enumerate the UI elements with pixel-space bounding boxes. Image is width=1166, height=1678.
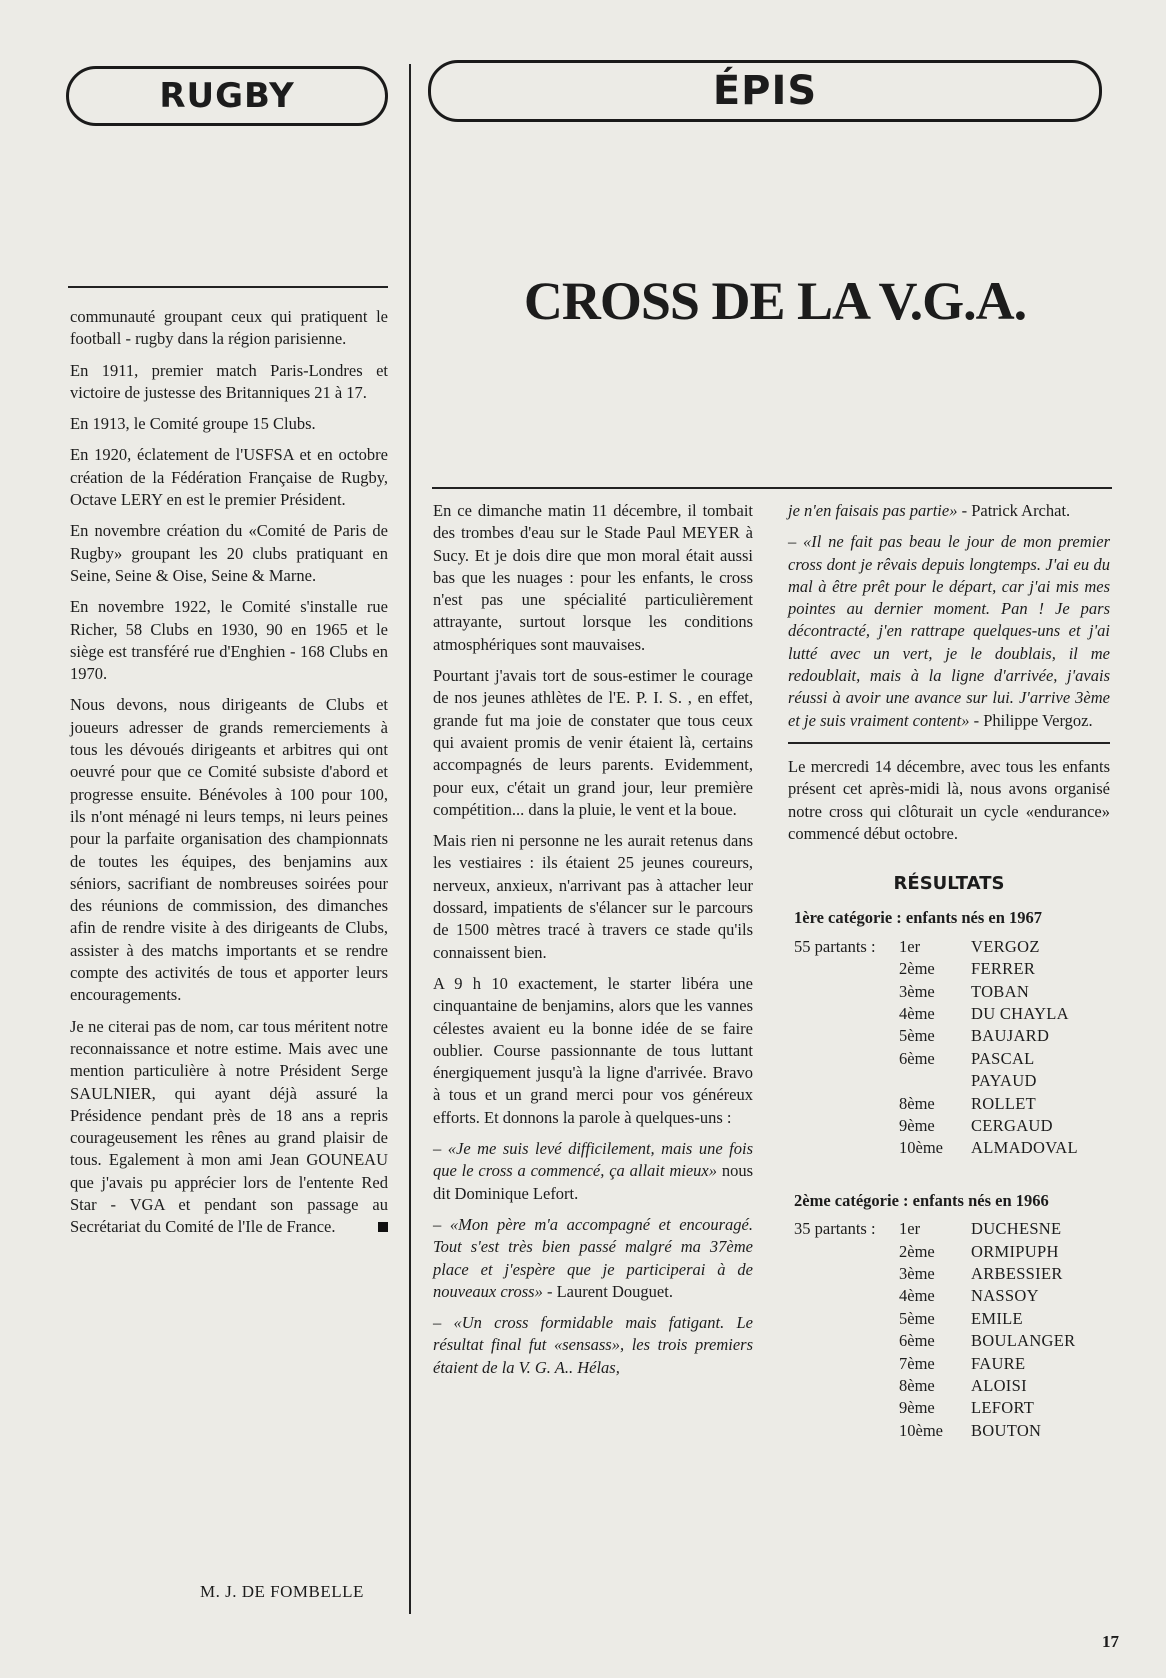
rugby-paragraph: communauté groupant ceux qui pratiquent le football - rugby dans la région parisienne. bbox=[70, 307, 388, 349]
epis-label: ÉPIS bbox=[712, 68, 818, 114]
result-row bbox=[788, 1308, 1110, 1330]
rugby-paragraph: En 1911, premier match Paris-Londres et victoire de justesse des Britanniques 21 à 17. bbox=[70, 360, 388, 402]
result-row bbox=[788, 1025, 1110, 1047]
partants-label bbox=[788, 1330, 899, 1352]
result-place: 2ème bbox=[899, 1241, 935, 1261]
result-place: 8ème bbox=[899, 1375, 935, 1395]
article-paragraph: Le mercredi 14 décembre, avec tous les enfants présent cet après-midi là, nous avons organisé notre cross qui clôturait un cycle «endurance» commencé début octobre. bbox=[788, 756, 1110, 843]
partants-label bbox=[788, 1048, 899, 1070]
article-title: CROSS DE LA V.G.A. bbox=[523, 271, 1027, 331]
quote-attribution: - Philippe Vergoz. bbox=[969, 710, 1093, 730]
result-row bbox=[788, 1353, 1110, 1375]
result-place: 5ème bbox=[899, 1308, 935, 1328]
result-place: 4ème bbox=[899, 1003, 935, 1023]
result-row bbox=[788, 1048, 1110, 1070]
rugby-paragraph: En 1920, éclatement de l'USFSA et en octobre création de la Fédération Française de Rugby, Octave LERY en est le premier Président. bbox=[70, 445, 388, 510]
result-name: BAUJARD bbox=[971, 1026, 1050, 1046]
result-row bbox=[788, 1241, 1110, 1263]
result-name: EMILE bbox=[971, 1308, 1023, 1328]
result-name: LEFORT bbox=[971, 1398, 1035, 1418]
result-place: 1er bbox=[899, 936, 921, 956]
partants-label bbox=[788, 1263, 899, 1285]
result-name: FAURE bbox=[971, 1353, 1026, 1373]
result-name: ALMADOVAL bbox=[971, 1138, 1078, 1158]
result-name: FERRER bbox=[971, 959, 1036, 979]
article-paragraph: A 9 h 10 exactement, le starter libéra une cinquantaine de benjamins, alors que les vannes célestes avaient eu la bonne idée de se faire oublier. Course passionnante de tous luttant énergiquement jusqu'à la ligne d'arrivée. Bravo à tous et un grand merci pour vos généreux efforts. Et donnons la parole à quelques-uns : bbox=[433, 973, 753, 1127]
cross-article-right bbox=[788, 500, 1110, 1442]
result-name: ROLLET bbox=[971, 1093, 1037, 1113]
rugby-paragraph-last bbox=[70, 1016, 388, 1239]
result-row bbox=[788, 936, 1110, 958]
quote-paragraph bbox=[788, 531, 1110, 732]
rugby-article bbox=[70, 306, 388, 1248]
result-row bbox=[788, 1070, 1110, 1092]
quote-attribution: - Laurent Douguet. bbox=[542, 1281, 673, 1301]
rugby-paragraph: En novembre 1922, le Comité s'installe rue Richer, 58 Clubs en 1930, 90 en 1965 et le siège est transféré rue d'Enghien - 168 Clubs en 1970. bbox=[70, 597, 388, 684]
quote-text: je n'en faisais pas partie» bbox=[788, 501, 958, 520]
category-1-heading: 1ère catégorie : enfants nés en 1967 bbox=[794, 908, 1043, 928]
partants-label bbox=[788, 981, 899, 1003]
result-place: 1er bbox=[899, 1219, 921, 1239]
quote-paragraph bbox=[433, 1214, 753, 1303]
result-place: 10ème bbox=[899, 1138, 943, 1158]
result-place: 4ème bbox=[899, 1286, 935, 1306]
quote-attribution: - Patrick Archat. bbox=[957, 501, 1071, 520]
result-place: 9ème bbox=[899, 1398, 935, 1418]
result-name: CERGAUD bbox=[971, 1116, 1053, 1135]
result-place: 7ème bbox=[899, 1353, 935, 1373]
quote-text: – «Il ne fait pas beau le jour de mon premier cross dont je rêvais depuis longtemps. J'ai eu du mal à être prêt pour le départ, car j'ai mis mes pointes au dernier moment. Pan ! Je pars décontracté, j'en rattrape quelques-uns et j'ai lutté avec un vert, je le doublais, il me redoublait, mais à la ligne d'arrivée, j'avais réussi à avoir une avance sur lui. J'arrive 3ème et je suis vraiment content» bbox=[788, 532, 1110, 730]
result-place: 8ème bbox=[899, 1093, 935, 1113]
quote-text: – «Je me suis levé difficilement, mais une fois que le cross a commencé, ça allait mieux» bbox=[433, 1139, 753, 1181]
result-place: 9ème bbox=[899, 1116, 935, 1135]
result-name: ALOISI bbox=[971, 1375, 1027, 1395]
result-name: PASCAL bbox=[971, 1048, 1035, 1068]
rugby-label: RUGBY bbox=[159, 76, 295, 116]
result-row bbox=[788, 1093, 1110, 1115]
result-row bbox=[788, 1375, 1110, 1397]
category-2-results bbox=[788, 1218, 1110, 1442]
result-name: DUCHESNE bbox=[971, 1219, 1062, 1239]
result-place: 6ème bbox=[899, 1331, 935, 1351]
rugby-paragraph: En 1913, le Comité groupe 15 Clubs. bbox=[70, 414, 316, 434]
rugby-paragraph: Nous devons, nous dirigeants de Clubs et joueurs adresser de grands remerciements à tous les dévoués dirigeants et arbitres qui ont oeuvré pour que ce Comité subsiste d'abord et progresse ensuite. Bénévoles à 100 pour 100, ils n'ont ménagé ni leurs temps, ni leurs peines pour la parfaite organisation des championnats de toutes les équipes, des benjamins aux séniors, sacrifiant de nombreuses soirées pour des réunions de commission, des dimanches afin de rendre visite à des dirigeants de Clubs, assister à des matchs importants et se rendre compte des activités de tous et apporter leurs encouragements. bbox=[70, 695, 388, 1005]
result-name: DU CHAYLA bbox=[971, 1003, 1069, 1023]
partants-label bbox=[788, 1285, 899, 1307]
partants-label bbox=[788, 1093, 899, 1115]
partants-label: 55 partants : bbox=[794, 936, 876, 956]
section-header-epis bbox=[428, 60, 1102, 122]
quote-paragraph bbox=[788, 500, 1110, 522]
result-name: PAYAUD bbox=[971, 1071, 1037, 1091]
result-name: VERGOZ bbox=[971, 936, 1040, 956]
partants-label bbox=[788, 1241, 899, 1263]
result-place: 2ème bbox=[899, 959, 935, 979]
result-row bbox=[788, 1263, 1110, 1285]
partants-label bbox=[788, 958, 899, 980]
result-row bbox=[788, 1330, 1110, 1352]
article-top-rule bbox=[432, 487, 1112, 489]
result-name: NASSOY bbox=[971, 1286, 1039, 1306]
quote-text: – «Mon père m'a accompagné et encouragé. Tout s'est très bien passé malgré ma 37ème place et j'espère que je participerai à de nouveaux cross» bbox=[433, 1214, 753, 1301]
page-number: 17 bbox=[1102, 1632, 1119, 1651]
end-of-article-mark bbox=[378, 1222, 388, 1232]
article-paragraph: En ce dimanche matin 11 décembre, il tombait des trombes d'eau sur le Stade Paul MEYER à Sucy. Et je dois dire que mon moral était aussi bas que les nuages : pour les enfants, le cross n'est pas une spécialité particulièrement attrayante, surtout lorsque les conditions atmosphériques sont mauvaises. bbox=[433, 501, 753, 654]
result-place: 3ème bbox=[899, 981, 935, 1001]
article-paragraph: Mais rien ni personne ne les aurait retenus dans les vestiaires : ils étaient 25 jeunes coureurs, nerveux, anxieux, n'arrivant pas à attacher leur dossard, impatients de s'élancer sur le parcours de 1500 mètres tracé à travers ce stade qu'ils connaissent bien. bbox=[433, 831, 753, 962]
left-top-rule bbox=[68, 286, 388, 288]
result-place: 6ème bbox=[899, 1048, 935, 1068]
result-row bbox=[788, 1218, 1110, 1240]
partants-label bbox=[788, 1397, 899, 1419]
quote-paragraph bbox=[433, 1312, 753, 1379]
category-2-heading: 2ème catégorie : enfants nés en 1966 bbox=[794, 1190, 1049, 1210]
partants-label bbox=[788, 1308, 899, 1330]
result-row bbox=[788, 1397, 1110, 1419]
article-paragraph: Pourtant j'avais tort de sous-estimer le courage de nos jeunes athlètes de l'E. P. I. S. , en effet, grande fut ma joie de constater que tous ceux qui avaient promis de venir étaient là, certains accompagnés de leurs parents. Evidemment, pour eux, c'était un grand jour, leur première compétition... dans la pluie, le vent et la boue. bbox=[433, 666, 753, 819]
result-name: BOULANGER bbox=[971, 1331, 1076, 1351]
result-row bbox=[788, 1003, 1110, 1025]
cross-article-middle bbox=[433, 500, 753, 1388]
result-name: TOBAN bbox=[971, 981, 1030, 1001]
partants-label bbox=[788, 1353, 899, 1375]
partants-label bbox=[788, 1070, 899, 1092]
partants-label bbox=[788, 1375, 899, 1397]
results-heading: RÉSULTATS bbox=[893, 873, 1005, 895]
partants-label bbox=[788, 1115, 899, 1137]
quote-paragraph bbox=[433, 1138, 753, 1205]
partants-label bbox=[788, 1137, 899, 1159]
result-place: 5ème bbox=[899, 1026, 935, 1046]
result-row bbox=[788, 1137, 1110, 1159]
result-place: 10ème bbox=[899, 1420, 943, 1440]
result-name: ORMIPUPH bbox=[971, 1241, 1059, 1261]
result-row bbox=[788, 958, 1110, 980]
result-name: BOUTON bbox=[971, 1420, 1042, 1440]
partants-label: 35 partants : bbox=[794, 1219, 876, 1239]
rugby-signature: M. J. DE FOMBELLE bbox=[200, 1582, 364, 1601]
result-place: 3ème bbox=[899, 1263, 935, 1283]
result-row bbox=[788, 1420, 1110, 1442]
result-place bbox=[899, 1070, 971, 1092]
category-1-results bbox=[788, 936, 1110, 1160]
result-row bbox=[788, 981, 1110, 1003]
quote-text: – «Un cross formidable mais fatigant. Le résultat final fut «sensass», les trois premiers étaient de la V. G. A.. Hélas, bbox=[433, 1313, 753, 1377]
result-row bbox=[788, 1285, 1110, 1307]
result-name: ARBESSIER bbox=[971, 1263, 1063, 1283]
result-row bbox=[788, 1115, 1110, 1137]
quote-attribution: nous dit Dominique Lefort. bbox=[433, 1161, 754, 1203]
column-divider bbox=[409, 64, 411, 1614]
right-column-rule bbox=[788, 742, 1110, 744]
section-header-rugby bbox=[66, 66, 388, 126]
partants-label bbox=[788, 1025, 899, 1047]
rugby-paragraph: En novembre création du «Comité de Paris de Rugby» groupant les 20 clubs pratiquant en Seine, Seine & Oise, Seine & Marne. bbox=[70, 521, 388, 585]
partants-label bbox=[788, 1420, 899, 1442]
partants-label bbox=[788, 1003, 899, 1025]
rugby-paragraph-text: Je ne citerai pas de nom, car tous méritent notre reconnaissance et notre estime. Mais avec une mention particulière à notre Président Serge SAULNIER, qui ayant déjà assuré la Présidence pendant près de 18 ans a repris courageusement les rênes au grand plaisir de tous. Egalement à mon ami Jean GOUNEAU que j'avais pu apprécier lors de l'entente Red Star - VGA et pendant son passage au Secrétariat du Comité de l'Ile de France. bbox=[70, 1016, 388, 1237]
